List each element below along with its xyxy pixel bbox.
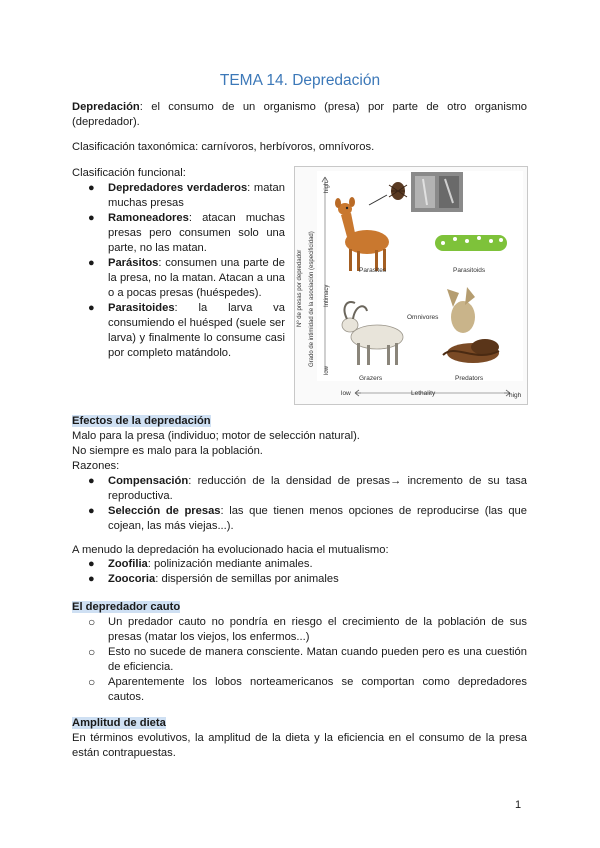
list-item bbox=[88, 675, 527, 705]
list-item bbox=[88, 301, 285, 361]
label-parasites: Parasites bbox=[359, 267, 387, 274]
bullet-icon: ● bbox=[88, 302, 95, 314]
effects-heading-line bbox=[72, 414, 527, 429]
list-item bbox=[88, 557, 527, 572]
amplitud-heading: Amplitud de dieta bbox=[72, 717, 166, 729]
page-title: TEMA 14. Depredación bbox=[219, 72, 381, 89]
bullet-icon: ● bbox=[88, 212, 95, 224]
item-term: Ramoneadores bbox=[108, 212, 189, 224]
item-text: : la larva va consumiendo el huésped (suele ser larva) y finalmente lo consume casi por completo matándolo. bbox=[108, 302, 285, 359]
cauto-list bbox=[88, 615, 527, 705]
item-term: Selección de presas bbox=[108, 505, 221, 517]
taxonomic-classification: Clasificación taxonómica: carnívoros, herbívoros, omnívoros. bbox=[72, 141, 375, 153]
item-term: Zoocoria bbox=[108, 573, 156, 585]
mutualism-intro: A menudo la depredación ha evolucionado hacia el mutualismo: bbox=[72, 544, 389, 556]
functional-list bbox=[88, 181, 285, 361]
label-omnivores: Omnivores bbox=[407, 314, 439, 321]
effects-line-2: No siempre es malo para la población. bbox=[72, 445, 263, 457]
cauto-heading: El depredador cauto bbox=[72, 601, 181, 613]
item-text: : las que tienen menos opciones de reproducirse (las que cojean, las más viejas...). bbox=[108, 505, 527, 532]
list-item bbox=[88, 474, 527, 504]
effects-heading: Efectos de la depredación bbox=[72, 415, 211, 427]
label-x-high: high bbox=[509, 392, 522, 399]
label-intimacy: Intimacy bbox=[324, 284, 330, 307]
item-text: : consumen una parte de la presa, no la matan. Atacan a una o a pocas presas (huéspedes). bbox=[108, 257, 285, 299]
item-term: Compensación bbox=[108, 475, 189, 487]
mutualism-list bbox=[88, 557, 527, 587]
bullet-icon: ● bbox=[88, 475, 95, 487]
page-number: 1 bbox=[515, 799, 522, 811]
item-text: : atacan muchas presas pero consumen solo una parte, no las matan. bbox=[108, 212, 285, 254]
bullet-icon: ● bbox=[88, 182, 95, 194]
functional-heading: Clasificación funcional: bbox=[72, 167, 186, 179]
label-predators: Predators bbox=[455, 375, 484, 382]
label-grazers: Grazers bbox=[359, 375, 383, 382]
item-term: Parasitoides bbox=[108, 302, 175, 314]
label-y-axis-primary: Nº de presas por depredador bbox=[297, 249, 303, 327]
classification-figure bbox=[294, 166, 528, 405]
definition-term: Depredación bbox=[72, 101, 140, 113]
label-y-high: high bbox=[324, 181, 330, 193]
list-item bbox=[88, 211, 285, 256]
item-term: Depredadores verdaderos bbox=[108, 182, 248, 194]
list-item bbox=[88, 504, 527, 534]
item-term: Parásitos bbox=[108, 257, 159, 269]
bullet-icon: ● bbox=[88, 257, 95, 269]
item-text: Esto no sucede de manera consciente. Matan cuando pueden pero es una cuestión de eficiencia. bbox=[108, 646, 527, 673]
item-term: Zoofilia bbox=[108, 558, 148, 570]
label-y-axis-secondary: Grado de intimidad de la asociación (especificidad) bbox=[309, 231, 315, 367]
amplitud-text: En términos evolutivos, la amplitud de la dieta y la eficiencia en el consumo de la presa están contrapuestas. bbox=[72, 732, 527, 759]
item-text: : polinización mediante animales. bbox=[147, 558, 313, 570]
bullet-icon: ● bbox=[88, 558, 95, 570]
label-lethality: Lethality bbox=[411, 390, 436, 397]
list-item bbox=[88, 181, 285, 211]
item-text: Aparentemente los lobos norteamericanos se comportan como depredadores cautos. bbox=[108, 676, 527, 703]
item-text: : reducción de la densidad de presas→ incremento de su tasa reproductiva. bbox=[108, 475, 527, 502]
bullet-icon: ○ bbox=[88, 645, 96, 659]
amplitud-heading-line bbox=[72, 716, 527, 731]
effects-line-1: Malo para la presa (individuo; motor de selección natural). bbox=[72, 430, 360, 442]
bullet-icon: ○ bbox=[88, 675, 96, 689]
bullet-icon: ● bbox=[88, 573, 95, 585]
list-item bbox=[88, 645, 527, 675]
list-item bbox=[88, 572, 527, 587]
effects-list bbox=[88, 474, 527, 534]
item-text: Un predador cauto no pondría en riesgo el crecimiento de la población de sus presas (matar los viejos, los enfermos...) bbox=[108, 616, 527, 643]
list-item bbox=[88, 256, 285, 301]
cauto-heading-line bbox=[72, 600, 527, 615]
list-item bbox=[88, 615, 527, 645]
effects-line-3: Razones: bbox=[72, 460, 120, 472]
label-y-low: low bbox=[324, 365, 330, 375]
item-text: : dispersión de semillas por animales bbox=[155, 573, 339, 585]
bullet-icon: ○ bbox=[88, 615, 96, 629]
item-text: : matan muchas presas bbox=[108, 182, 285, 209]
definition-text: : el consumo de un organismo (presa) por parte de otro organismo (depredador). bbox=[72, 101, 527, 128]
label-parasitoids: Parasitoids bbox=[453, 267, 486, 274]
definition-paragraph bbox=[72, 100, 527, 130]
bullet-icon: ● bbox=[88, 505, 95, 517]
label-x-low: low bbox=[341, 390, 351, 397]
caterpillar-icon bbox=[435, 235, 507, 251]
